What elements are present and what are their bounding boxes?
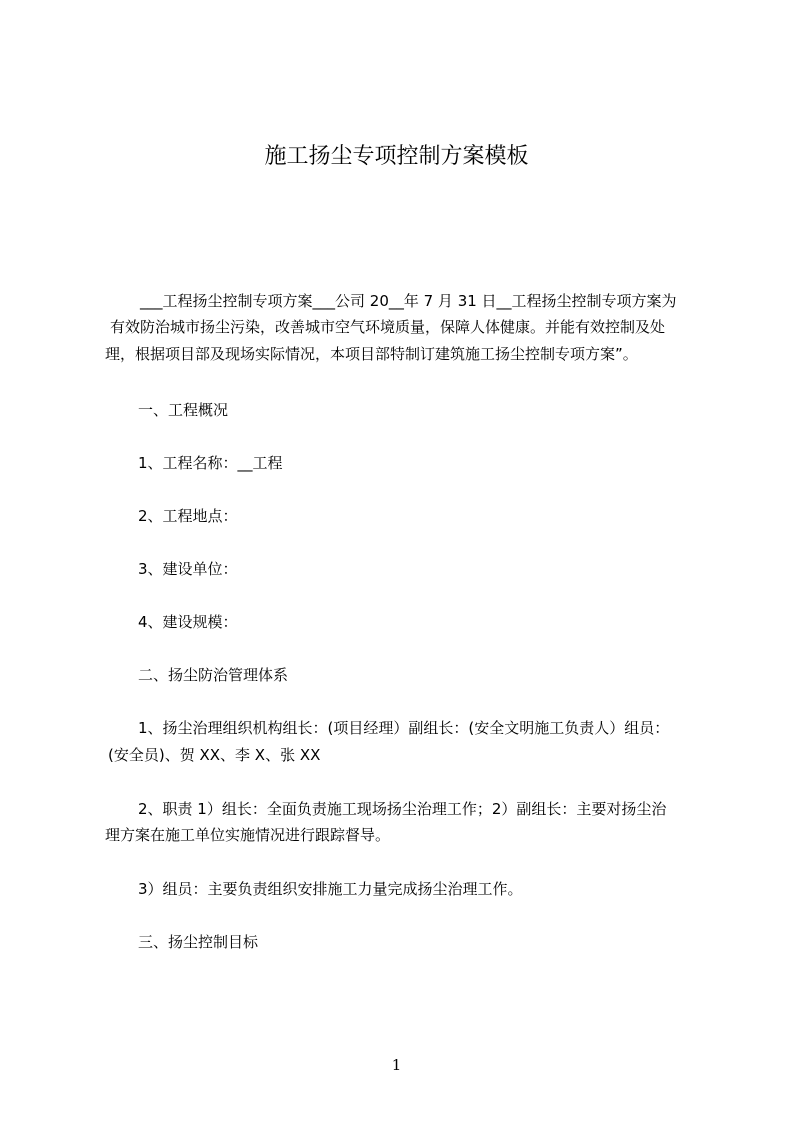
duty-line-1: 2、职责 1）组长：全面负责施工现场扬尘治理工作；2）副组长：主要对扬尘治 <box>138 800 667 818</box>
section-heading-2: 二、扬尘防治管理体系 <box>138 666 289 684</box>
document-title: 施工扬尘专项控制方案模板 <box>264 144 529 169</box>
intro-line-2: 有效防治城市扬尘污染，改善城市空气环境质量，保障人体健康。并能有效控制及处 <box>110 318 666 336</box>
section1-item-4: 4、建设规模： <box>138 613 238 631</box>
page-number: 1 <box>391 1056 402 1074</box>
duty-line-2: 理方案在施工单位实施情况进行跟踪督导。 <box>105 826 391 844</box>
section-heading-1: 一、工程概况 <box>138 401 229 419</box>
section1-item-1: 1、工程名称：__工程 <box>138 454 283 472</box>
org-structure-line-1: 1、扬尘治理组织机构组长：(项目经理）副组长：(安全文明施工负责人）组员： <box>138 719 670 737</box>
section1-item-2: 2、工程地点： <box>138 507 238 525</box>
section1-item-3: 3、建设单位： <box>138 560 238 578</box>
intro-line-1: ___工程扬尘控制专项方案___公司 20__年 7 月 31 日__工程扬尘控制专项方案为 <box>140 292 677 310</box>
section-heading-3: 三、扬尘控制目标 <box>138 933 259 951</box>
duty-line-3: 3）组员：主要负责组织安排施工力量完成扬尘治理工作。 <box>138 880 523 898</box>
intro-line-3: 理，根据项目部及现场实际情况，本项目部特制订建筑施工扬尘控制专项方案”。 <box>105 345 638 363</box>
org-structure-line-2: (安全员)、贺 XX、李 X、张 XX <box>108 746 321 764</box>
